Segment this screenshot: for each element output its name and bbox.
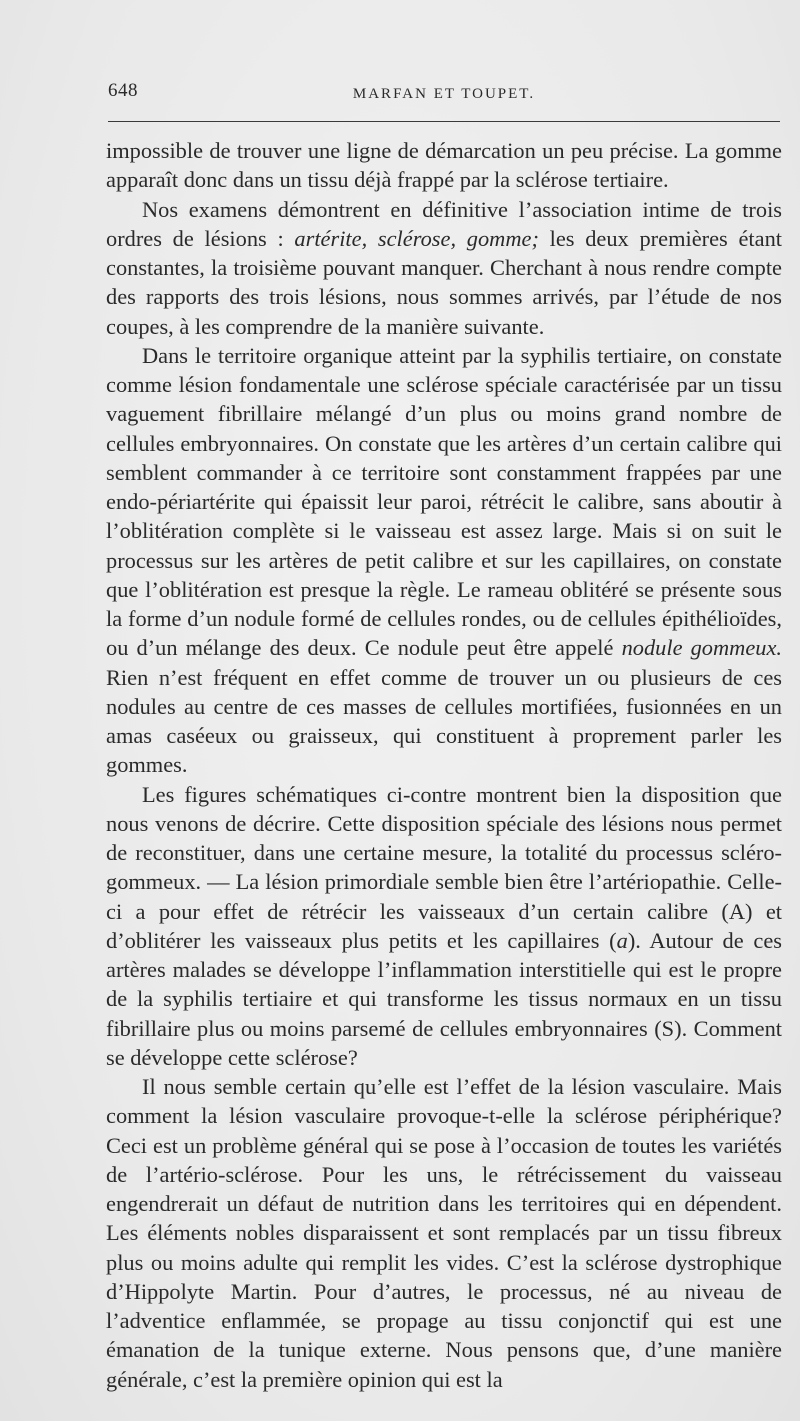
text-segment: impossible de trouver une ligne de démarcation un peu précise. La gomme apparaît donc dans un tissu déjà frappé par la sclérose tertiaire. — [106, 138, 782, 193]
text-segment: ). Autour de ces artères malades se développe l’inflammation interstitielle qui est le propre de la syphilis tertiaire et qui transforme les tissus normaux en un tissu fibrillaire plus ou moins parsemé de cellules embryonnaires (S). Comment se développe cette sclérose? — [106, 927, 782, 1070]
italic-lesion-list: artérite, sclérose, gomme; — [294, 225, 539, 251]
text-segment: Les figures schématiques ci-contre montrent bien la disposition que nous venons de décrire. Cette disposition spéciale des lésions nous permet de reconstituer, dans une certaine mesure, la totalité du processus scléro-gommeux. — La lésion primordiale semble bien être l’artériopathie. Celle-ci a pour effet de rétrécir les vaisseaux d’un certain calibre (A) et d’oblitérer les vaisseaux plus petits et les capillaires ( — [106, 781, 782, 953]
text-segment: les deux premières étant constantes, la troisième pouvant manquer. Cherchant à nous rendre compte des rapports des trois lésions, nous sommes arrivés, par l’étude de nos coupes, à les comprendre de la manière suivante. — [106, 225, 782, 339]
italic-letter-a: a — [616, 927, 628, 953]
header-rule — [108, 121, 780, 122]
text-segment: Dans le territoire organique atteint par la syphilis tertiaire, on constate comme lésion fondamentale une sclérose spéciale caractérisée par un tissu vaguement fibrillaire mélangé d’un plus ou moins grand nombre de cellules embryonnaires. On constate que les artères d’un certain calibre qui semblent commander à ce territoire sont constamment frappées par une endo-périartérite qui épaissit leur paroi, rétrécit le calibre, sans aboutir à l’oblitération complète si le vaisseau est assez large. Mais si on suit le processus sur les artères de petit calibre et sur les capillaires, on constate que l’oblitération est presque la règle. Le rameau oblitéré se présente sous la forme d’un nodule formé de cellules rondes, ou de cellules épithélioïdes, ou d’un mélange des deux. Ce nodule peut être appelé — [106, 342, 782, 661]
italic-nodule-gommeux: nodule gommeux. — [621, 635, 782, 661]
page-number: 648 — [108, 80, 138, 101]
body-text — [106, 136, 782, 1394]
paragraph-1 — [106, 136, 782, 195]
text-segment: Nos examens démontrent en définitive l’association intime de trois ordres de lésions : — [106, 196, 782, 251]
text-segment: Il nous semble certain qu’elle est l’effet de la lésion vasculaire. Mais comment la lésion vasculaire provoque-t-elle la sclérose périphérique? Ceci est un problème général qui se pose à l’occasion de toutes les variétés de l’artério-sclérose. Pour les uns, le rétrécissement du vaisseau engendrerait un défaut de nutrition dans les territoires qui en dépendent. Les éléments nobles disparaissent et sont remplacés par un tissu fibreux plus ou moins adulte qui remplit les vides. C’est la sclérose dystrophique d’Hippolyte Martin. Pour d’autres, le processus, né au niveau de l’adventice enflammée, se propage au tissu conjonctif qui est une émanation de la tunique externe. Nous pensons que, d’une manière générale, c’est la première opinion qui est la — [106, 1074, 782, 1392]
paragraph-2 — [106, 195, 782, 341]
running-title: MARFAN ET TOUPET. — [352, 86, 536, 102]
paragraph-3 — [106, 341, 782, 780]
paragraph-5 — [106, 1072, 782, 1394]
text-segment: Rien n’est fréquent en effet comme de trouver un ou plusieurs de ces nodules au centre de ces masses de cellules mortifiées, fusionnées en un amas caséeux ou graisseux, qui constituent à proprement parler les gommes. — [106, 664, 782, 778]
page-header — [108, 80, 780, 106]
paragraph-4 — [106, 780, 782, 1073]
